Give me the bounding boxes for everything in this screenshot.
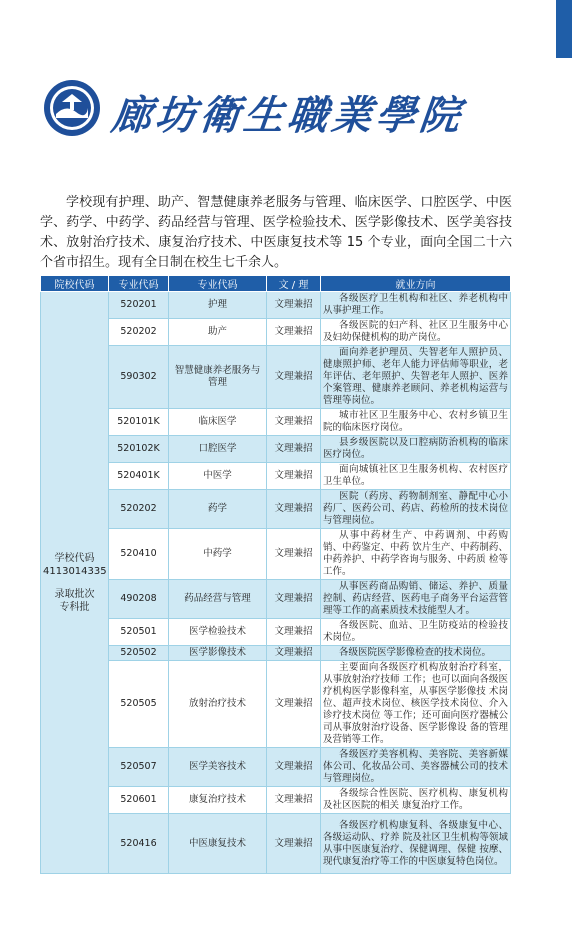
school-header xyxy=(42,78,467,142)
table-row xyxy=(41,661,511,748)
major-code-cell: 520501 xyxy=(109,619,169,646)
school-name-calligraphy: 廊坊衛生職業學院 xyxy=(109,92,467,139)
arts-science-cell: 文理兼招 xyxy=(267,319,321,346)
major-code-cell: 520401K xyxy=(109,463,169,490)
major-name-cell: 医学检验技术 xyxy=(169,619,267,646)
table-row xyxy=(41,748,511,787)
employment-cell: 各级医院的妇产科、社区卫生服务中心及妇幼保健机构的助产岗位。 xyxy=(321,319,511,346)
major-code-cell: 590302 xyxy=(109,346,169,409)
major-name-cell: 智慧健康养老服务与管理 xyxy=(169,346,267,409)
employment-cell: 各级医疗机构康复科、各级康复中心、各级运动队、疗养 院及社区卫生机构等领域从事中医康复治疗、保健调理、保健 按摩、现代康复治疗等工作的中医康复特色岗位。 xyxy=(321,814,511,874)
major-code-cell: 520101K xyxy=(109,409,169,436)
arts-science-cell: 文理兼招 xyxy=(267,292,321,319)
table-header-row xyxy=(41,276,511,292)
employment-cell: 各级综合性医院、医疗机构、康复机构及社区医院的相关 康复治疗工作。 xyxy=(321,787,511,814)
major-name-cell: 中药学 xyxy=(169,529,267,580)
arts-science-cell: 文理兼招 xyxy=(267,646,321,661)
major-name-cell: 药品经营与管理 xyxy=(169,580,267,619)
arts-science-cell: 文理兼招 xyxy=(267,661,321,748)
table-row xyxy=(41,409,511,436)
arts-science-cell: 文理兼招 xyxy=(267,529,321,580)
major-code-cell: 520601 xyxy=(109,787,169,814)
table-row xyxy=(41,463,511,490)
major-name-cell: 放射治疗技术 xyxy=(169,661,267,748)
table-row xyxy=(41,436,511,463)
major-name-cell: 医学影像技术 xyxy=(169,646,267,661)
employment-cell: 各级医疗卫生机构和社区、养老机构中从事护理工作。 xyxy=(321,292,511,319)
table-row xyxy=(41,619,511,646)
school-code-line: 4113014335 xyxy=(43,565,107,577)
major-name-cell: 临床医学 xyxy=(169,409,267,436)
header-major-code: 专业代码 xyxy=(109,276,169,292)
table-row xyxy=(41,319,511,346)
major-code-cell: 520202 xyxy=(109,490,169,529)
employment-cell: 主要面向各级医疗机构放射治疗科室，从事放射治疗技师 工作；也可以面向各级医疗机构医学影像科室，从事医学影像技 术岗位、超声技术岗位、核医学技术岗位、介入诊疗技术岗位 等工作；还可面向医疗器械公司从事放射治疗设备、医学影像设 备的管理及营销等工作。 xyxy=(321,661,511,748)
major-code-cell: 520505 xyxy=(109,661,169,748)
major-name-cell: 中医康复技术 xyxy=(169,814,267,874)
corner-accent-bar xyxy=(556,0,572,58)
major-name-cell: 助产 xyxy=(169,319,267,346)
school-code-line: 录取批次 xyxy=(54,588,95,600)
major-code-cell: 520202 xyxy=(109,319,169,346)
arts-science-cell: 文理兼招 xyxy=(267,748,321,787)
major-name-cell: 护理 xyxy=(169,292,267,319)
arts-science-cell: 文理兼招 xyxy=(267,436,321,463)
college-seal-icon xyxy=(42,78,102,138)
employment-cell: 面向养老护理员、失智老年人照护员、健康照护师、老年人能力评估师等职业，老年评估、老年照护、失智老年人照护、医养个案管理、健康养老顾问、养老机构运营与管理等岗位。 xyxy=(321,346,511,409)
intro-paragraph: 学校现有护理、助产、智慧健康养老服务与管理、临床医学、口腔医学、中医学、药学、中药学、药品经营与管理、医学检验技术、医学影像技术、医学美容技术、放射治疗技术、康复治疗技术、中医康复技术等 15 个专业，面向全国二十六个省市招生。现有全日制在校生七千余人。 xyxy=(40,195,512,270)
table-row xyxy=(41,346,511,409)
arts-science-cell: 文理兼招 xyxy=(267,580,321,619)
major-name-cell: 康复治疗技术 xyxy=(169,787,267,814)
major-code-cell: 490208 xyxy=(109,580,169,619)
school-code-line: 专科批 xyxy=(59,601,90,613)
school-code-cell xyxy=(41,292,109,874)
header-school-code: 院校代码 xyxy=(41,276,109,292)
table-row xyxy=(41,490,511,529)
table-row xyxy=(41,646,511,661)
major-code-cell: 520502 xyxy=(109,646,169,661)
employment-cell: 从事医药商品购销、储运、养护、质量控制、药店经营、医药电子商务平台运营管理等工作的高素质技术技能型人才。 xyxy=(321,580,511,619)
arts-science-cell: 文理兼招 xyxy=(267,619,321,646)
employment-cell: 城市社区卫生服务中心、农村乡镇卫生院的临床医疗岗位。 xyxy=(321,409,511,436)
header-employment: 就业方向 xyxy=(321,276,511,292)
major-code-cell: 520201 xyxy=(109,292,169,319)
header-major-name: 专业代码 xyxy=(169,276,267,292)
major-name-cell: 口腔医学 xyxy=(169,436,267,463)
major-name-cell: 药学 xyxy=(169,490,267,529)
table-row xyxy=(41,814,511,874)
major-name-cell: 中医学 xyxy=(169,463,267,490)
major-code-cell: 520416 xyxy=(109,814,169,874)
employment-cell: 县乡级医院以及口腔病防治机构的临床医疗岗位。 xyxy=(321,436,511,463)
major-code-cell: 520507 xyxy=(109,748,169,787)
employment-cell: 医院（药房、药物制剂室、静配中心小 药厂、医药公司、药店、药检所的技术岗位与管理岗位。 xyxy=(321,490,511,529)
employment-cell: 从事中药材生产、中药调剂、中药购销、中药鉴定、中药 饮片生产、中药制药、中药养护、中药学咨询与服务、中药质 检等工作。 xyxy=(321,529,511,580)
arts-science-cell: 文理兼招 xyxy=(267,409,321,436)
employment-cell: 各级医院、血站、卫生防疫站的检验技术岗位。 xyxy=(321,619,511,646)
major-code-cell: 520102K xyxy=(109,436,169,463)
table-row xyxy=(41,580,511,619)
table-row xyxy=(41,292,511,319)
arts-science-cell: 文理兼招 xyxy=(267,490,321,529)
major-name-cell: 医学美容技术 xyxy=(169,748,267,787)
school-code-line: 学校代码 xyxy=(54,552,95,564)
arts-science-cell: 文理兼招 xyxy=(267,463,321,490)
header-arts-science: 文 / 理 xyxy=(267,276,321,292)
arts-science-cell: 文理兼招 xyxy=(267,787,321,814)
employment-cell: 面向城镇社区卫生服务机构、农村医疗卫生单位。 xyxy=(321,463,511,490)
employment-cell: 各级医疗美容机构、美容院、美容新媒体公司、化妆品公司、美容器械公司的技术与管理岗位。 xyxy=(321,748,511,787)
major-code-cell: 520410 xyxy=(109,529,169,580)
majors-table xyxy=(40,275,511,874)
table-row xyxy=(41,529,511,580)
employment-cell: 各级医院医学影像检查的技术岗位。 xyxy=(321,646,511,661)
arts-science-cell: 文理兼招 xyxy=(267,814,321,874)
table-row xyxy=(41,787,511,814)
arts-science-cell: 文理兼招 xyxy=(267,346,321,409)
